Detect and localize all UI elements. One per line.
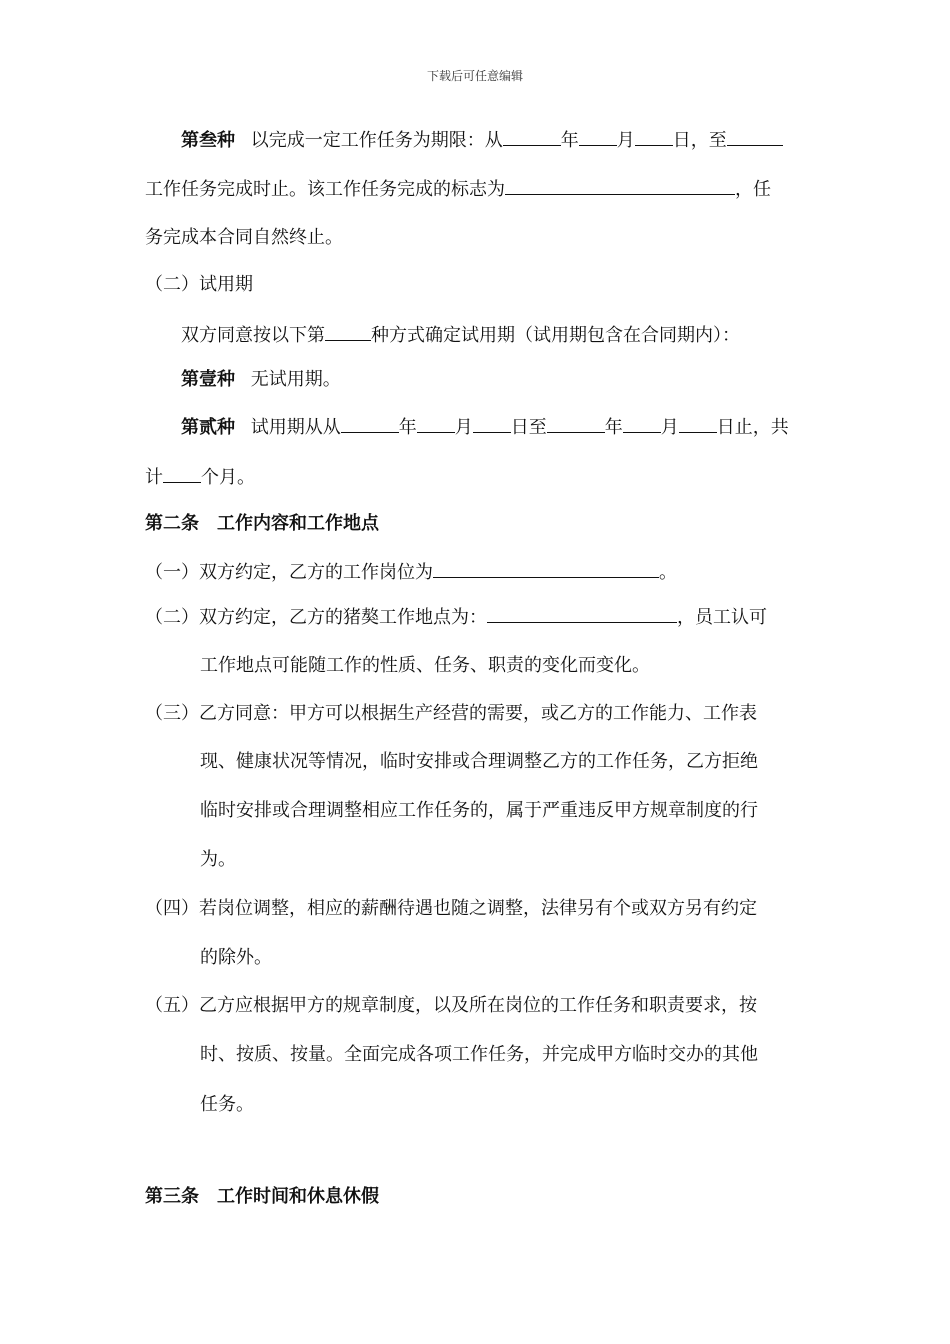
- blank-start-year[interactable]: [341, 414, 399, 433]
- text-segment: 月: [616, 130, 635, 151]
- text-segment: 双方约定，乙方的猪獒工作地点为：: [199, 607, 487, 628]
- text-segment: 日至: [510, 417, 547, 438]
- probation-option-2-line1: [181, 414, 789, 440]
- blank-day[interactable]: [635, 127, 673, 146]
- article-2-item-5-line2: 时、按质、按量。全面完成各项工作任务，并完成甲方临时交办的其他: [200, 1044, 758, 1065]
- term-option-3-line1: [181, 127, 783, 153]
- text-segment: 种方式确定试用期（试用期包含在合同期内）：: [371, 325, 740, 346]
- text-segment: 试用期从从: [250, 417, 341, 438]
- item-mark: （五）: [145, 995, 199, 1016]
- article-2-item-1: [145, 559, 677, 585]
- article-2-item-3-line2: 现、健康状况等情况，临时安排或合理调整乙方的工作任务，乙方拒绝: [200, 751, 758, 772]
- article-2-item-5-line3: 任务。: [200, 1094, 254, 1115]
- blank-end-month[interactable]: [623, 414, 661, 433]
- text-segment: 乙方应根据甲方的规章制度，以及所在岗位的工作任务和职责要求，按: [199, 995, 757, 1016]
- item-mark: （三）: [145, 703, 199, 724]
- article-2-item-2-line1: [145, 604, 767, 630]
- blank-end-year[interactable]: [547, 414, 605, 433]
- item-mark: （二）: [145, 607, 199, 628]
- text-segment: 年: [398, 417, 417, 438]
- article-2-item-2-line2: 工作地点可能随工作的性质、任务、职责的变化而变化。: [200, 655, 650, 676]
- text-segment: 乙方同意：甲方可以根据生产经营的需要，或乙方的工作能力、工作表: [199, 703, 757, 724]
- blank-start-day[interactable]: [473, 414, 511, 433]
- text-segment: 计: [145, 467, 163, 488]
- text-segment: 以完成一定工作任务为期限：从: [250, 130, 503, 151]
- probation-option-1: [181, 368, 341, 392]
- term-option-3-line2: [145, 176, 771, 202]
- text-segment: 日止，共: [716, 417, 789, 438]
- blank-option-number[interactable]: [325, 322, 371, 341]
- text-segment: 月: [660, 417, 679, 438]
- blank-completion-mark[interactable]: [505, 176, 735, 195]
- article-2-item-3-line1: [145, 702, 757, 726]
- blank-year[interactable]: [503, 127, 561, 146]
- text-segment: 双方同意按以下第: [181, 325, 325, 346]
- text-segment: ，任: [735, 179, 771, 200]
- term-option-3-line3: 务完成本合同自然终止。: [145, 227, 343, 248]
- text-segment: 年: [604, 417, 623, 438]
- option-label: 第叁种: [181, 130, 235, 151]
- blank-start-month[interactable]: [417, 414, 455, 433]
- article-3-title: 第三条 工作时间和休息休假: [145, 1186, 379, 1207]
- text-segment: 若岗位调整，相应的薪酬待遇也随之调整，法律另有个或双方另有约定: [199, 898, 757, 919]
- blank-month[interactable]: [579, 127, 617, 146]
- text-segment: 。: [659, 562, 677, 583]
- text-segment: 工作任务完成时止。该工作任务完成的标志为: [145, 179, 505, 200]
- article-2-title: 第二条 工作内容和工作地点: [145, 513, 379, 534]
- article-2-item-4-line2: 的除外。: [200, 947, 272, 968]
- blank-months[interactable]: [163, 464, 201, 483]
- text-segment: 年: [560, 130, 579, 151]
- article-2-item-3-line4: 为。: [200, 849, 236, 870]
- page-header: 下载后可任意编辑: [426, 69, 523, 83]
- text-segment: ，员工认可: [677, 607, 767, 628]
- blank-end-day[interactable]: [679, 414, 717, 433]
- blank-work-location[interactable]: [487, 604, 677, 623]
- text-segment: 日，至: [672, 130, 727, 151]
- option-label: 第壹种: [181, 369, 235, 390]
- probation-intro: [181, 322, 740, 348]
- article-2-item-3-line3: 临时安排或合理调整相应工作任务的，属于严重违反甲方规章制度的行: [200, 800, 758, 821]
- article-2-item-4-line1: [145, 897, 757, 921]
- text-segment: 月: [454, 417, 473, 438]
- probation-heading: （二）试用期: [145, 274, 253, 295]
- item-mark: （四）: [145, 898, 199, 919]
- probation-option-2-line2: [145, 464, 255, 490]
- text-segment: 个月。: [201, 467, 255, 488]
- item-mark: （一）: [145, 562, 199, 583]
- blank-job-position[interactable]: [433, 559, 659, 578]
- article-2-item-5-line1: [145, 994, 757, 1018]
- text-segment: 双方约定，乙方的工作岗位为: [199, 562, 433, 583]
- blank-end[interactable]: [727, 127, 783, 146]
- text-segment: 无试用期。: [250, 369, 341, 390]
- option-label: 第贰种: [181, 417, 235, 438]
